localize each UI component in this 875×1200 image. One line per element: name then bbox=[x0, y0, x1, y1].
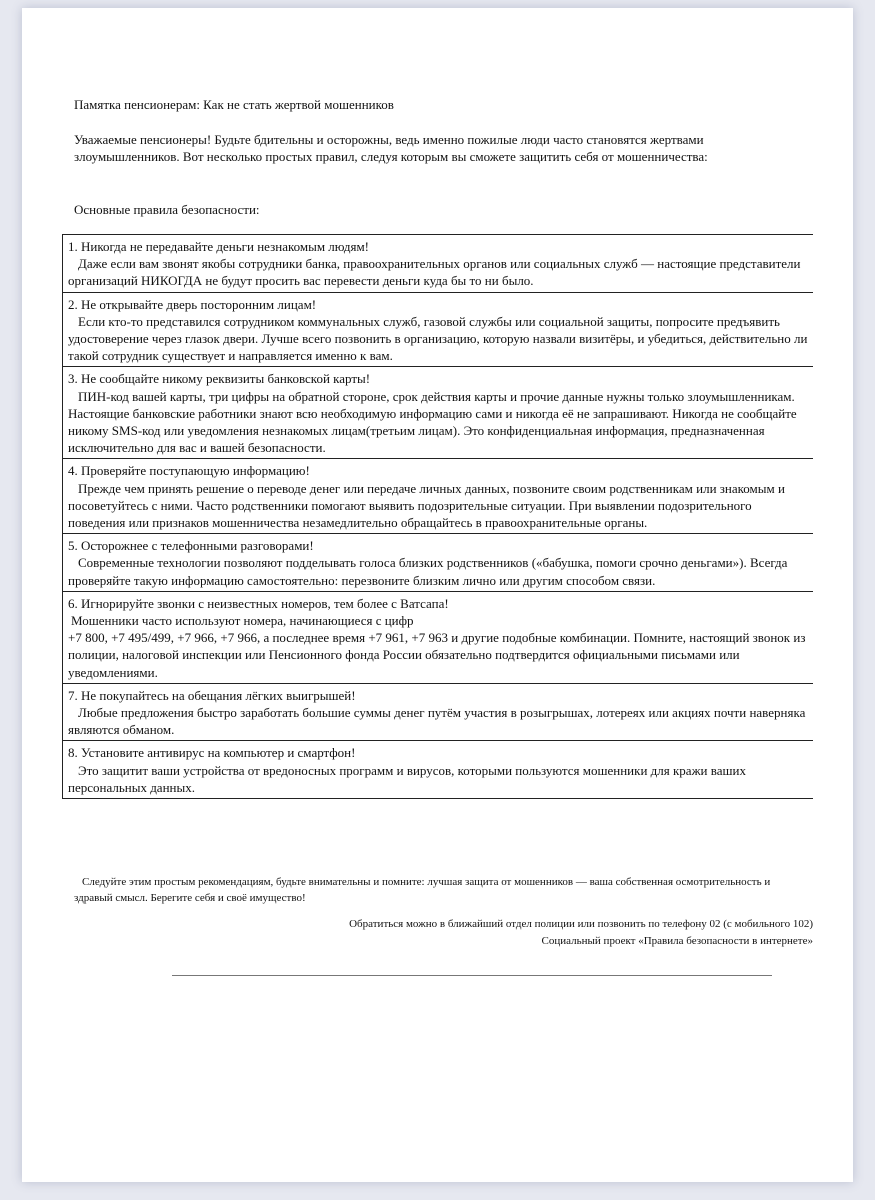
rule-text: Прежде чем принять решение о переводе денег или передаче личных данных, позвоните своим родственникам или знакомым и посоветуйтесь с ними. Часто родственники помогают выявить подозрительные ситуации. При выявлении подозрительного поведения или признаков мошенничества незамедлительно обращайтесь в правоохранительные органы. bbox=[68, 480, 785, 531]
rule-text: ПИН-код вашей карты, три цифры на обратной стороне, срок действия карты и прочие данные нужны только злоумышленникам. Настоящие банковские работники знают всю необходимую информацию сами и никогда её не запрашивают. Никогда не сообщайте никому SMS-код или уведомления незнакомых лицам(третьим лицам). Это конфиденциальная информация, предназначенная исключительно для вас и вашей безопасности. bbox=[68, 388, 797, 456]
rule-item bbox=[62, 683, 813, 741]
rule-text: Даже если вам звонят якобы сотрудники банка, правоохранительных органов или социальных служб — настоящие представители организаций НИКОГДА не будут просить вас перевести деньги куда бы то ни было. bbox=[68, 256, 801, 289]
contact-block bbox=[349, 916, 813, 950]
rule-title: 4. Проверяйте поступающую информацию! bbox=[68, 463, 310, 479]
rule-item bbox=[62, 235, 813, 292]
rule-item bbox=[62, 533, 813, 591]
rule-text-continued: +7 800, +7 495/499, +7 966, +7 966, а последнее время +7 961, +7 963 и другие подобные комбинации. Помните, настоящий звонок из полиции, налоговой инспекции или Пенсионного фонда России обязательно подтвердится официальными письмами или уведомлениями. bbox=[68, 630, 806, 680]
project-line: Социальный проект «Правила безопасности в интернете» bbox=[541, 935, 813, 947]
rule-text: Если кто-то представился сотрудником коммунальных служб, газовой службы или социальной защиты, попросите предъявить удостоверение через глазок двери. Лучше всего позвонить в организацию, которую назвали визитёры, и убедиться, действительно ли такой сотрудник существует и направляется именно к вам. bbox=[68, 313, 808, 364]
rule-text: Мошенники часто используют номера, начинающиеся с цифр bbox=[71, 613, 414, 629]
rule-title: 7. Не покупайтесь на обещания лёгких выигрышей! bbox=[68, 687, 356, 703]
divider bbox=[172, 975, 772, 976]
rule-title: 2. Не открывайте дверь посторонним лицам! bbox=[68, 296, 317, 312]
rule-item bbox=[62, 591, 813, 683]
document-page bbox=[22, 8, 853, 1182]
rule-text: Современные технологии позволяют подделывать голоса близких родственников («бабушка, помоги срочно деньгами»). Всегда проверяйте такую информацию самостоятельно: перезвоните близким лично или другим способом связи. bbox=[68, 555, 788, 588]
rule-title: 5. Осторожнее с телефонными разговорами! bbox=[68, 538, 314, 554]
rule-title: 6. Игнорируйте звонки с неизвестных номеров, тем более с Ватсапа! bbox=[68, 595, 449, 611]
rule-item bbox=[62, 740, 813, 798]
rule-title: 8. Установите антивирус на компьютер и смартфон! bbox=[68, 745, 356, 761]
rule-title: 3. Не сообщайте никому реквизиты банковской карты! bbox=[68, 371, 371, 387]
document-title: Памятка пенсионерам: Как не стать жертвой мошенников bbox=[74, 97, 394, 112]
closing-paragraph: Следуйте этим простым рекомендациям, будьте внимательны и помните: лучшая защита от мошенников — ваша собственная осмотрительность и здравый смысл. Берегите себя и своё имущество! bbox=[74, 876, 771, 904]
rule-text: Любые предложения быстро заработать большие суммы денег путём участия в розыгрышах, лотереях или акциях почти наверняка являются обманом. bbox=[68, 705, 806, 738]
rule-text: Это защитит ваши устройства от вредоносных программ и вирусов, которыми пользуются мошенники для кражи ваших персональных данных. bbox=[68, 762, 746, 795]
intro-paragraph: Уважаемые пенсионеры! Будьте бдительны и осторожны, ведь именно пожилые люди часто становятся жертвами злоумышленников. Вот несколько простых правил, следуя которым вы сможете защитить себя от мошенничества: bbox=[74, 132, 708, 164]
rule-item bbox=[62, 292, 813, 367]
rules-heading: Основные правила безопасности: bbox=[74, 202, 260, 217]
contact-line: Обратиться можно в ближайший отдел полиции или позвонить по телефону 02 (с мобильного 102) bbox=[349, 918, 813, 930]
rules-list bbox=[62, 234, 813, 799]
rule-item bbox=[62, 458, 813, 533]
rule-title: 1. Никогда не передавайте деньги незнакомым людям! bbox=[68, 239, 369, 254]
rule-item bbox=[62, 366, 813, 458]
